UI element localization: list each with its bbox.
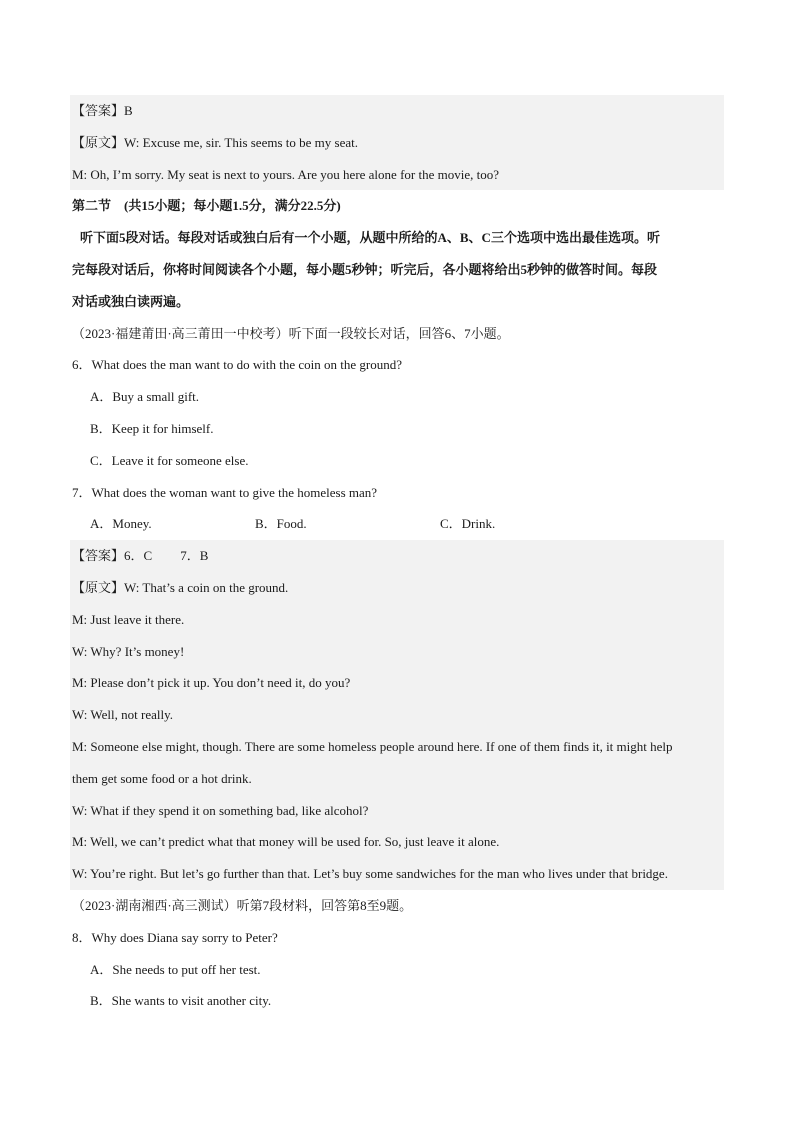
answer-tag: 【答案】 bbox=[72, 103, 125, 118]
source-note: （2023·湖南湘西·高三测试）听第7段材料，回答第8至9题。 bbox=[72, 897, 413, 913]
transcript-line: W: Well, not really. bbox=[70, 699, 724, 731]
transcript-text: W: Excuse me, sir. This seems to be my seat. bbox=[124, 134, 358, 150]
option-b: B．She wants to visit another city. bbox=[90, 993, 272, 1009]
instruction-line: 对话或独白读两遍。 bbox=[72, 293, 190, 309]
instruction-line: 完每段对话后，你将时间阅读各个小题，每小题5秒钟；听完后，各小题将给出5秒钟的做答时间。每段 bbox=[72, 261, 658, 277]
option-c: C．Drink. bbox=[440, 516, 496, 532]
transcript-line: W: You’re right. But let’s go further than that. Let’s buy some sandwiches for the man who lives under that bridge. bbox=[70, 858, 724, 890]
option-b: B．Food. bbox=[255, 516, 307, 532]
transcript-line: M: Well, we can’t predict what that money will be used for. So, just leave it alone. bbox=[70, 826, 724, 858]
section-title: 第二节 (共15小题；每小题1.5分，满分22.5分) bbox=[72, 198, 341, 214]
answer-row bbox=[70, 540, 724, 572]
answer-row bbox=[70, 95, 724, 127]
answer-value: 6．C bbox=[124, 548, 153, 564]
original-tag: 【原文】 bbox=[72, 579, 125, 595]
original-tag: 【原文】 bbox=[72, 134, 125, 150]
option-b: B．Keep it for himself. bbox=[90, 420, 214, 436]
answer-value: 7．B bbox=[180, 548, 209, 564]
option-a: A．Buy a small gift. bbox=[90, 389, 200, 405]
transcript-line: M: Someone else might, though. There are some homeless people around here. If one of them finds it, it might help bbox=[70, 731, 724, 763]
transcript-line: W: Why? It’s money! bbox=[70, 636, 724, 668]
option-a: A．She needs to put off her test. bbox=[90, 961, 261, 977]
question-stem: 7．What does the woman want to give the homeless man? bbox=[72, 484, 378, 500]
transcript-line: them get some food or a hot drink. bbox=[70, 763, 724, 795]
answer-tag: 【答案】 bbox=[72, 548, 125, 564]
instruction-line: 听下面5段对话。每段对话或独白后有一个小题，从题中所给的A、B、C三个选项中选出最佳选项。听 bbox=[80, 230, 660, 246]
transcript-text: W: That’s a coin on the ground. bbox=[124, 579, 289, 595]
option-a: A．Money. bbox=[90, 516, 152, 532]
source-note: （2023·福建莆田·高三莆田一中校考）听下面一段较长对话，回答6、7小题。 bbox=[72, 325, 510, 341]
document-page bbox=[70, 95, 724, 1017]
question-stem: 6．What does the man want to do with the coin on the ground? bbox=[72, 357, 402, 373]
transcript-line bbox=[70, 572, 724, 604]
transcript-line: W: What if they spend it on something bad, like alcohol? bbox=[70, 795, 724, 827]
options-row bbox=[70, 508, 724, 540]
transcript-line: M: Oh, I’m sorry. My seat is next to yours. Are you here alone for the movie, too? bbox=[70, 159, 724, 191]
option-c: C．Leave it for someone else. bbox=[90, 452, 249, 468]
question-stem: 8．Why does Diana say sorry to Peter? bbox=[72, 929, 278, 945]
transcript-line: M: Please don’t pick it up. You don’t need it, do you? bbox=[70, 667, 724, 699]
transcript-line: M: Just leave it there. bbox=[70, 604, 724, 636]
answer-value: B bbox=[124, 103, 133, 118]
transcript-line bbox=[70, 127, 724, 159]
